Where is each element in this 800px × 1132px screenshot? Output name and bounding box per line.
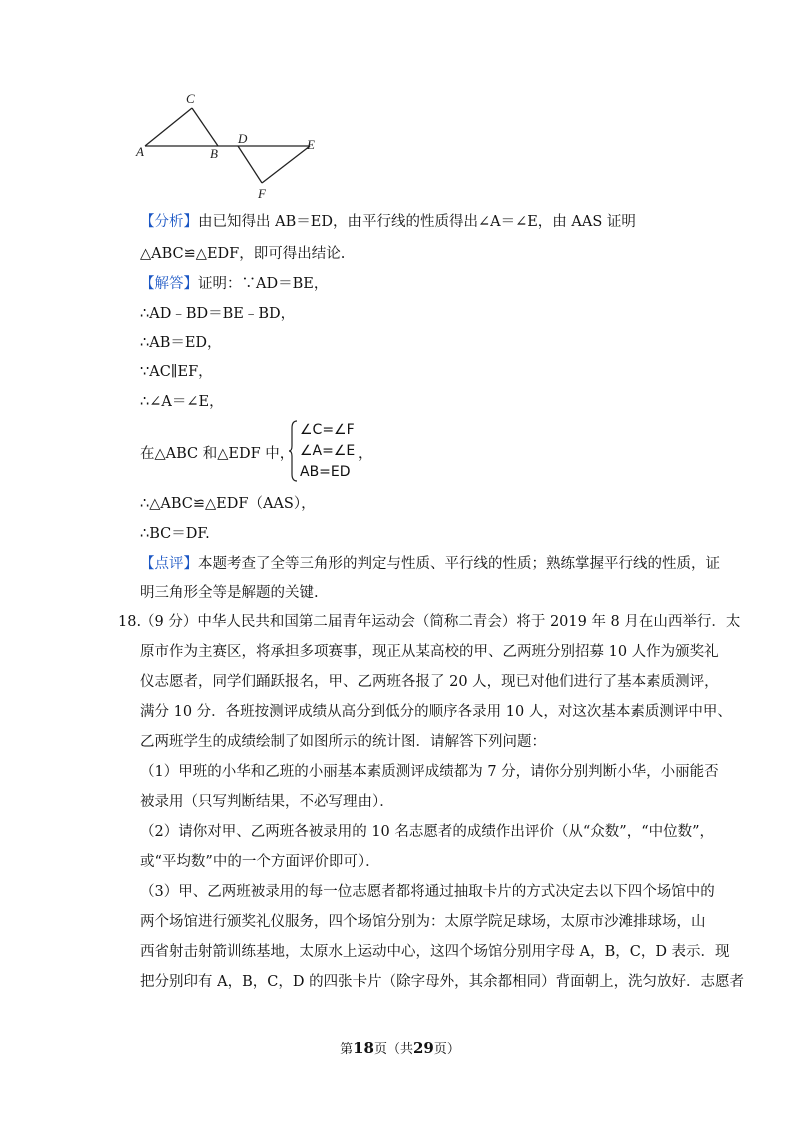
- solution-line-7: ∴BC＝DF.: [140, 526, 210, 542]
- q18-line-3: 仪志愿者，同学们踊跃报名，甲、乙两班各报了 20 人，现已对他们进行了基本素质测评，: [140, 674, 719, 690]
- system-eq-3: AB=ED: [300, 464, 351, 480]
- question-number: 18.: [118, 614, 142, 630]
- q18-line-2: 原市作为主赛区，将承担多项赛事，现正从某高校的甲、乙两班分别招募 10 人作为颁奖礼: [140, 644, 719, 660]
- q18-line-12: 西省射击射箭训练基地，太原水上运动中心，这四个场馆分别用字母 A，B，C，D 表示．现: [140, 944, 730, 960]
- segment-cb: [192, 108, 218, 146]
- q18-line-4: 满分 10 分．各班按测评成绩从高分到低分的顺序各录用 10 人，对这次基本素质测评中甲、: [140, 704, 732, 720]
- q18-line-11: 两个场馆进行颁奖礼仪服务，四个场馆分别为：太原学院足球场，太原市沙滩排球场，山: [140, 914, 706, 930]
- label-c: C: [186, 91, 195, 106]
- system-eq-1: ∠C=∠F: [300, 422, 355, 438]
- q18-line-9: 或“平均数”中的一个方面评价即可）．: [140, 854, 380, 870]
- label-a: A: [136, 144, 144, 159]
- q18-line-10: （3）甲、乙两班被录用的每一位志愿者都将通过抽取卡片的方式决定去以下四个场馆中的: [140, 884, 715, 900]
- segment-ac: [145, 108, 192, 146]
- system-eq-2: ∠A=∠E: [300, 443, 356, 459]
- system-end: ，: [358, 446, 373, 462]
- q18-line-6: （1）甲班的小华和乙班的小丽基本素质测评成绩都为 7 分，请你分别判断小华，小丽能否: [140, 764, 719, 780]
- label-e: E: [307, 137, 315, 152]
- label-d: D: [238, 131, 248, 146]
- comment-line-1: 【点评】本题考查了全等三角形的判定与性质、平行线的性质；熟练掌握平行线的性质，证: [140, 556, 720, 572]
- analysis-line-1: 【分析】由已知得出 AB＝ED，由平行线的性质得出∠A＝∠E，由 AAS 证明: [140, 214, 636, 230]
- analysis-line-2: △ABC≌△EDF，即可得出结论.: [140, 246, 346, 262]
- segment-df: [238, 146, 262, 183]
- comment-tag: 【点评】: [140, 556, 198, 572]
- q18-line-5: 乙两班学生的成绩绘制了如图所示的统计图．请解答下列问题：: [140, 734, 546, 750]
- solution-line-4: ∵AC∥EF，: [140, 364, 213, 380]
- solution-line-5: ∴∠A＝∠E，: [140, 394, 224, 410]
- left-brace: [288, 420, 298, 482]
- label-b: B: [210, 146, 218, 161]
- comment-line-2: 明三角形全等是解题的关键.: [140, 585, 319, 601]
- total-page-number: 29: [413, 1039, 434, 1057]
- q18-line-7: 被录用（只写判断结果，不必写理由）．: [140, 794, 394, 810]
- current-page-number: 18: [353, 1039, 374, 1057]
- equation-system-block: [140, 420, 540, 484]
- q18-line-8: （2）请你对甲、乙两班各被录用的 10 名志愿者的成绩作出评价（从“众数”，“中位数”，: [140, 824, 715, 840]
- geometry-figure: [130, 88, 330, 203]
- in-triangles-text: 在△ABC 和△EDF 中，: [140, 446, 295, 462]
- page-footer: 第18页（共29页）: [340, 1039, 460, 1057]
- analysis-tag: 【分析】: [140, 214, 198, 230]
- q18-line-1: （9 分）中华人民共和国第二届青年运动会（简称二青会）将于 2019 年 8 月在山西举行．太: [140, 614, 741, 630]
- solution-line-3: ∴AB＝ED，: [140, 335, 222, 351]
- q18-line-13: 把分别印有 A，B，C，D 的四张卡片（除字母外，其余都相同）背面朝上，洗匀放好．志愿者: [140, 974, 745, 990]
- label-f: F: [258, 186, 266, 201]
- solution-line-2: ∴AD﹣BD＝BE﹣BD，: [140, 306, 296, 322]
- solution-tag: 【解答】: [140, 276, 198, 292]
- solution-line-6: ∴△ABC≌△EDF（AAS），: [140, 496, 316, 512]
- segment-fe: [262, 146, 310, 183]
- solution-line-1: 【解答】证明：∵AD＝BE，: [140, 276, 329, 292]
